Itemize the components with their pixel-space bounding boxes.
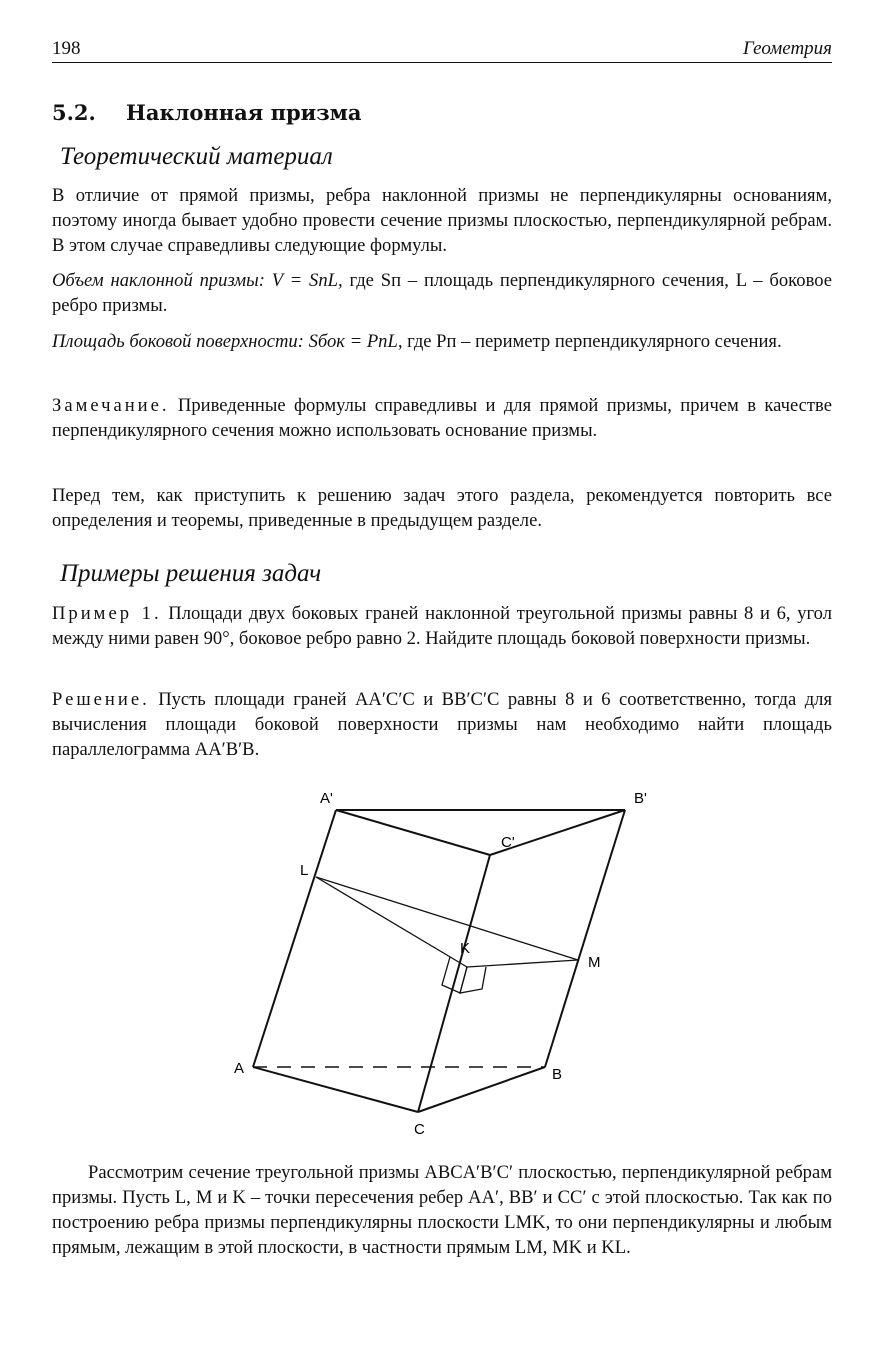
label-m: M: [588, 954, 601, 971]
after-figure-paragraph: Рассмотрим сечение треугольной призмы ABCA′B′C′ плоскостью, перпендикулярной ребрам призмы. Пусть L, M и K – точки пересечения ребер AA′, BB′ и CC′ с этой плоскостью. Так как по построению ребра призмы перпендикулярны плоскости LMK, то они перпендикулярны и любым прямым, лежащим в этой плоскости, в частности прямым LM, MK и KL.: [52, 1162, 832, 1258]
remark-paragraph: [52, 393, 832, 443]
label-k: K: [460, 940, 471, 957]
theory-intro: В отличие от прямой призмы, ребра наклонной призмы не перпендикулярны основаниям, поэтому иногда бывает удобно провести сечение призмы плоскостью, перпендикулярной ребрам. В этом случае справедливы следующие формулы.: [52, 185, 832, 256]
edge-a-a1: [253, 810, 336, 1067]
remark-text: Приведенные формулы справедливы и для прямой призмы, причем в качестве перпендикулярного сечения можно использовать основание призмы.: [52, 395, 832, 441]
label-c1: C': [501, 834, 515, 851]
segment-l-m: [316, 877, 578, 960]
solution-label: Решение.: [52, 689, 150, 710]
running-header: [52, 36, 832, 63]
prism-figure: [220, 785, 647, 1145]
book-title: Геометрия: [742, 38, 832, 59]
volume-formula: V = SпL,: [271, 270, 343, 291]
edge-c-c1: [418, 855, 490, 1112]
theory-heading: Теоретический материал: [60, 143, 333, 170]
area-label: Площадь боковой поверхности:: [52, 331, 304, 352]
edge-a-c: [253, 1067, 418, 1112]
example-paragraph: [52, 601, 832, 651]
label-l: L: [300, 862, 309, 879]
solution-text: Пусть площади граней AA′C′C и BB′C′C равны 8 и 6 соответственно, тогда для вычисления площади боковой поверхности призмы нам необходимо найти площадь параллелограмма AA′B′B.: [52, 689, 832, 760]
section-heading: [52, 100, 361, 125]
area-text: где Pп – периметр перпендикулярного сечения.: [407, 331, 782, 352]
examples-heading: Примеры решения задач: [60, 560, 322, 587]
right-angle-mark-left: [442, 957, 467, 993]
area-paragraph: [52, 329, 832, 354]
label-b: B: [552, 1066, 563, 1083]
label-a1: A': [320, 790, 333, 807]
section-title: Наклонная призма: [126, 100, 362, 125]
section-number: 5.2.: [52, 100, 96, 125]
area-formula: Sбок = PпL,: [308, 331, 403, 352]
label-c: C: [414, 1121, 425, 1138]
label-b1: B': [634, 790, 647, 807]
example-label: Пример 1.: [52, 603, 162, 624]
edge-a1-c1: [336, 810, 490, 855]
advice-paragraph: Перед тем, как приступить к решению задач этого раздела, рекомендуется повторить все определения и теоремы, приведенные в предыдущем разделе.: [52, 485, 832, 531]
volume-paragraph: [52, 268, 832, 318]
segment-l-k: [316, 877, 467, 967]
example-text: Площади двух боковых граней наклонной треугольной призмы равны 8 и 6, угол между ними равен 90°, боковое ребро равно 2. Найдите площадь боковой поверхности призмы.: [52, 603, 832, 649]
edge-b-b1: [545, 810, 625, 1067]
right-angle-mark-right: [460, 967, 486, 993]
edge-c-b: [418, 1067, 545, 1112]
segment-k-m: [467, 960, 578, 967]
volume-label: Объем наклонной призмы:: [52, 270, 265, 291]
label-a: A: [234, 1060, 245, 1077]
volume-text: где Sп – площадь перпендикулярного сечения, L – боковое ребро призмы.: [52, 270, 832, 316]
solution-paragraph: [52, 687, 832, 762]
remark-label: Замечание.: [52, 395, 170, 416]
page-number: 198: [52, 38, 81, 59]
